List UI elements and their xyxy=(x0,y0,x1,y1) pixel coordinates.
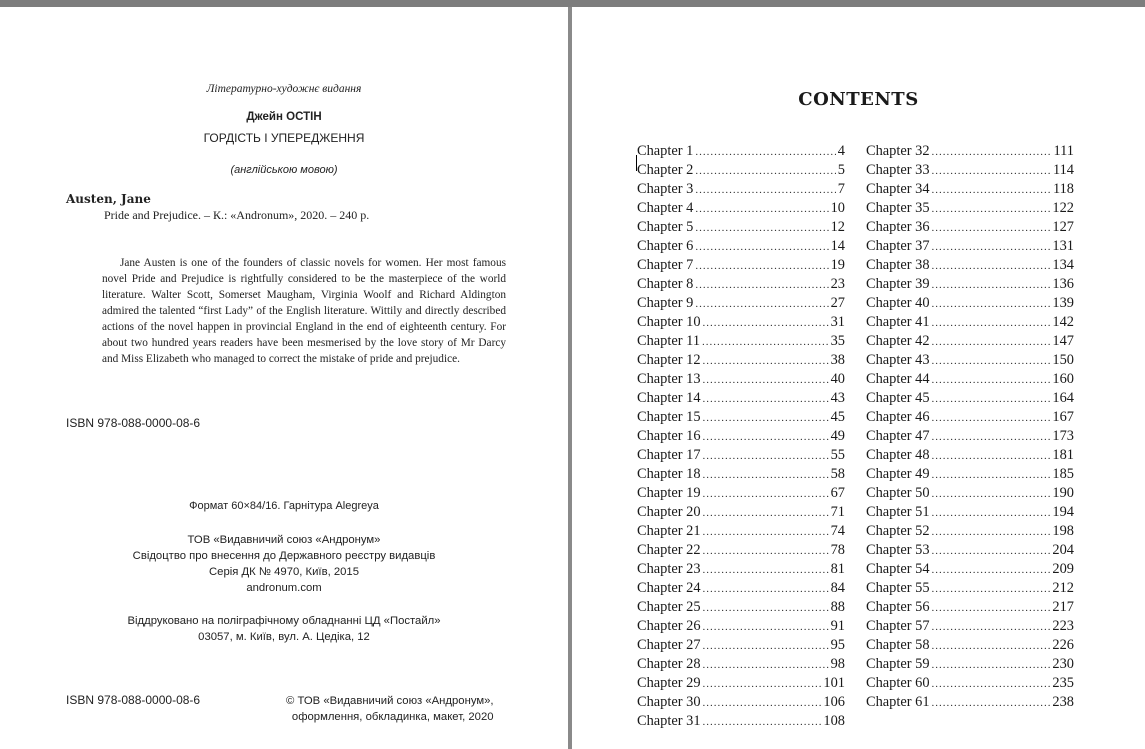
toc-leader-dots xyxy=(932,504,1051,523)
toc-leader-dots xyxy=(703,618,829,637)
summary-line: in the end of eighteenth century. For about two hundred years readers have been xyxy=(102,321,507,349)
toc-chapter-label: Chapter 28 xyxy=(637,656,701,672)
toc-chapter-label: Chapter 25 xyxy=(637,599,701,615)
toc-entry xyxy=(866,674,1074,693)
toc-leader-dots xyxy=(932,561,1051,580)
toc-chapter-label: Chapter 45 xyxy=(866,390,930,406)
toc-entry xyxy=(637,294,845,313)
toc-page-number: 98 xyxy=(830,656,845,672)
toc-chapter-label: Chapter 13 xyxy=(637,371,701,387)
author-ukrainian: Джейн ОСТІН xyxy=(246,111,322,123)
toc-leader-dots xyxy=(932,390,1051,409)
toc-page-number: 226 xyxy=(1052,637,1074,653)
toc-leader-dots xyxy=(932,181,1051,200)
toc-chapter-label: Chapter 3 xyxy=(637,181,694,197)
toc-chapter-label: Chapter 22 xyxy=(637,542,701,558)
toc-leader-dots xyxy=(695,181,835,200)
toc-entry xyxy=(637,541,845,560)
toc-entry xyxy=(637,313,845,332)
toc-entry xyxy=(637,484,845,503)
toc-leader-dots xyxy=(932,428,1051,447)
toc-entry xyxy=(866,522,1074,541)
imprint-page xyxy=(0,7,568,749)
toc-leader-dots xyxy=(703,428,829,447)
toc-chapter-label: Chapter 8 xyxy=(637,276,694,292)
contents-page xyxy=(572,7,1145,749)
toc-leader-dots xyxy=(932,675,1051,694)
printer-address: 03057, м. Київ, вул. А. Цедіка, 12 xyxy=(198,631,370,643)
toc-leader-dots xyxy=(932,333,1051,352)
toc-chapter-label: Chapter 38 xyxy=(866,257,930,273)
toc-page-number: 114 xyxy=(1052,162,1074,178)
toc-entry xyxy=(866,389,1074,408)
toc-page-number: 150 xyxy=(1052,352,1074,368)
toc-page-number: 167 xyxy=(1052,409,1074,425)
toc-chapter-label: Chapter 30 xyxy=(637,694,701,710)
toc-entry xyxy=(637,427,845,446)
toc-entry xyxy=(637,199,845,218)
toc-entry xyxy=(866,370,1074,389)
toc-entry xyxy=(637,446,845,465)
toc-entry xyxy=(637,180,845,199)
summary-line: Wittily and directly described actions of the novel happen in provincial England xyxy=(102,305,506,333)
toc-leader-dots xyxy=(703,580,829,599)
toc-chapter-label: Chapter 20 xyxy=(637,504,701,520)
toc-page-number: 71 xyxy=(830,504,845,520)
toc-entry xyxy=(637,617,845,636)
toc-leader-dots xyxy=(703,599,829,618)
printer-line: Віддруковано на поліграфічному обладнанні ЦД «Постайл» xyxy=(127,615,441,627)
toc-chapter-label: Chapter 11 xyxy=(637,333,701,349)
toc-page-number: 40 xyxy=(830,371,845,387)
toc-page-number: 78 xyxy=(830,542,845,558)
toc-entry xyxy=(866,408,1074,427)
toc-entry xyxy=(866,161,1074,180)
toc-page-number: 14 xyxy=(830,238,845,254)
toc-page-number: 58 xyxy=(830,466,845,482)
isbn-top: ISBN 978-088-0000-08-6 xyxy=(66,416,201,430)
toc-chapter-label: Chapter 58 xyxy=(866,637,930,653)
toc-chapter-label: Chapter 41 xyxy=(866,314,930,330)
toc-entry xyxy=(637,598,845,617)
toc-chapter-label: Chapter 48 xyxy=(866,447,930,463)
toc-chapter-label: Chapter 27 xyxy=(637,637,701,653)
toc-leader-dots xyxy=(703,409,829,428)
toc-leader-dots xyxy=(932,219,1051,238)
toc-page-number: 23 xyxy=(830,276,845,292)
summary-line: Richard Aldington admired the talented “first Lady” of the English literature. xyxy=(102,289,507,317)
toc-page-number: 74 xyxy=(830,523,845,539)
toc-leader-dots xyxy=(703,447,829,466)
toc-page-number: 5 xyxy=(837,162,845,178)
toc-entry xyxy=(637,389,845,408)
toc-entry xyxy=(637,237,845,256)
toc-chapter-label: Chapter 5 xyxy=(637,219,694,235)
summary-paragraph xyxy=(102,255,506,367)
toc-entry xyxy=(866,294,1074,313)
toc-page-number: 88 xyxy=(830,599,845,615)
toc-page-number: 67 xyxy=(830,485,845,501)
toc-page-number: 147 xyxy=(1052,333,1074,349)
toc-entry xyxy=(637,275,845,294)
toc-page-number: 31 xyxy=(830,314,845,330)
toc-entry xyxy=(637,693,845,712)
toc-leader-dots xyxy=(703,713,822,732)
toc-leader-dots xyxy=(703,523,829,542)
toc-leader-dots xyxy=(703,314,829,333)
toc-entry xyxy=(866,275,1074,294)
toc-page-number: 27 xyxy=(830,295,845,311)
toc-page-number: 81 xyxy=(830,561,845,577)
toc-leader-dots xyxy=(932,276,1051,295)
toc-page-number: 55 xyxy=(830,447,845,463)
toc-chapter-label: Chapter 29 xyxy=(637,675,701,691)
toc-entry xyxy=(637,256,845,275)
toc-chapter-label: Chapter 23 xyxy=(637,561,701,577)
toc-entry xyxy=(866,351,1074,370)
toc-entry xyxy=(637,579,845,598)
publisher-line: Серія ДК № 4970, Київ, 2015 xyxy=(209,566,359,578)
toc-chapter-label: Chapter 49 xyxy=(866,466,930,482)
toc-leader-dots xyxy=(695,238,828,257)
toc-chapter-label: Chapter 37 xyxy=(866,238,930,254)
toc-leader-dots xyxy=(932,637,1051,656)
toc-chapter-label: Chapter 9 xyxy=(637,295,694,311)
toc-entry xyxy=(866,313,1074,332)
toc-page-number: 127 xyxy=(1052,219,1074,235)
toc-leader-dots xyxy=(703,656,829,675)
toc-page-number: 35 xyxy=(830,333,845,349)
toc-page-number: 194 xyxy=(1052,504,1074,520)
toc-leader-dots xyxy=(932,409,1051,428)
toc-leader-dots xyxy=(932,257,1051,276)
toc-page-number: 181 xyxy=(1052,447,1074,463)
toc-chapter-label: Chapter 56 xyxy=(866,599,930,615)
toc-entry xyxy=(637,351,845,370)
toc-leader-dots xyxy=(695,295,828,314)
toc-page-number: 12 xyxy=(830,219,845,235)
toc-page-number: 43 xyxy=(830,390,845,406)
toc-page-number: 217 xyxy=(1052,599,1074,615)
toc-page-number: 223 xyxy=(1052,618,1074,634)
toc-entry xyxy=(866,427,1074,446)
toc-chapter-label: Chapter 39 xyxy=(866,276,930,292)
toc-page-number: 122 xyxy=(1052,200,1074,216)
toc-chapter-label: Chapter 54 xyxy=(866,561,930,577)
toc-page-number: 106 xyxy=(823,694,845,710)
toc-leader-dots xyxy=(703,466,829,485)
toc-leader-dots xyxy=(932,485,1051,504)
toc-chapter-label: Chapter 35 xyxy=(866,200,930,216)
toc-leader-dots xyxy=(695,162,835,181)
toc-page-number: 136 xyxy=(1052,276,1074,292)
toc-entry xyxy=(637,161,845,180)
toc-leader-dots xyxy=(932,143,1052,162)
toc-chapter-label: Chapter 17 xyxy=(637,447,701,463)
toc-page-number: 118 xyxy=(1052,181,1074,197)
toc-chapter-label: Chapter 14 xyxy=(637,390,701,406)
toc-entry xyxy=(866,465,1074,484)
toc-chapter-label: Chapter 61 xyxy=(866,694,930,710)
toc-chapter-label: Chapter 52 xyxy=(866,523,930,539)
toc-leader-dots xyxy=(703,675,822,694)
toc-chapter-label: Chapter 1 xyxy=(637,143,694,159)
toc-chapter-label: Chapter 31 xyxy=(637,713,701,729)
toc-chapter-label: Chapter 40 xyxy=(866,295,930,311)
copyright-line: © ТОВ «Видавничий союз «Андронум», xyxy=(286,695,494,707)
toc-entry xyxy=(866,256,1074,275)
toc-leader-dots xyxy=(932,542,1051,561)
summary-line: of the world literature. Walter Scott, Somerset Maugham, Virginia Woolf and xyxy=(102,273,507,301)
toc-entry xyxy=(866,503,1074,522)
toc-chapter-label: Chapter 47 xyxy=(866,428,930,444)
toc-entry xyxy=(637,370,845,389)
toc-entry xyxy=(866,446,1074,465)
toc-leader-dots xyxy=(932,352,1051,371)
toc-chapter-label: Chapter 46 xyxy=(866,409,930,425)
toc-leader-dots xyxy=(703,561,829,580)
toc-page-number: 173 xyxy=(1052,428,1074,444)
toc-entry xyxy=(866,598,1074,617)
toc-chapter-label: Chapter 26 xyxy=(637,618,701,634)
imprint-type: Літературно-художнє видання xyxy=(206,83,362,95)
toc-leader-dots xyxy=(932,523,1051,542)
publisher-block xyxy=(0,532,568,596)
toc-page-number: 185 xyxy=(1052,466,1074,482)
toc-entry xyxy=(866,617,1074,636)
toc-entry xyxy=(866,655,1074,674)
toc-entry xyxy=(637,560,845,579)
author-english: Austen, Jane xyxy=(66,192,151,206)
toc-page-number: 204 xyxy=(1052,542,1074,558)
toc-entry xyxy=(866,693,1074,712)
toc-column-right xyxy=(866,142,1074,712)
toc-entry xyxy=(637,218,845,237)
toc-leader-dots xyxy=(703,352,829,371)
toc-entry xyxy=(866,484,1074,503)
toc-leader-dots xyxy=(932,466,1051,485)
toc-leader-dots xyxy=(932,580,1051,599)
toc-page-number: 49 xyxy=(830,428,845,444)
toc-page-number: 108 xyxy=(823,713,845,729)
publisher-line: Свідоцтво про внесення до Державного реєстру видавців xyxy=(132,550,436,562)
toc-leader-dots xyxy=(703,371,829,390)
toc-page-number: 45 xyxy=(830,409,845,425)
toc-page-number: 91 xyxy=(830,618,845,634)
text-cursor xyxy=(636,155,637,171)
toc-page-number: 4 xyxy=(837,143,845,159)
toc-entry xyxy=(637,636,845,655)
toc-entry xyxy=(637,522,845,541)
toc-chapter-label: Chapter 44 xyxy=(866,371,930,387)
summary-line: Jane Austen is one of the founders of classic novels for women. Her most xyxy=(120,257,469,269)
toc-leader-dots xyxy=(703,504,829,523)
toc-leader-dots xyxy=(932,200,1051,219)
toc-chapter-label: Chapter 55 xyxy=(866,580,930,596)
toc-page-number: 190 xyxy=(1052,485,1074,501)
toc-chapter-label: Chapter 32 xyxy=(866,143,930,159)
copyright-block xyxy=(286,693,494,725)
toc-page-number: 10 xyxy=(830,200,845,216)
toc-leader-dots xyxy=(695,219,828,238)
toc-entry xyxy=(637,142,845,161)
toc-chapter-label: Chapter 6 xyxy=(637,238,694,254)
toc-leader-dots xyxy=(703,694,822,713)
toc-page-number: 142 xyxy=(1052,314,1074,330)
toc-leader-dots xyxy=(695,143,835,162)
toc-entry xyxy=(866,636,1074,655)
format-line: Формат 60×84/16. Гарнітура Alegreya xyxy=(189,500,379,512)
toc-leader-dots xyxy=(695,200,828,219)
toc-chapter-label: Chapter 2 xyxy=(637,162,694,178)
toc-entry xyxy=(637,465,845,484)
toc-chapter-label: Chapter 36 xyxy=(866,219,930,235)
toc-chapter-label: Chapter 43 xyxy=(866,352,930,368)
toc-entry xyxy=(866,237,1074,256)
copyright-line: оформлення, обкладинка, макет, 2020 xyxy=(291,711,494,723)
toc-chapter-label: Chapter 24 xyxy=(637,580,701,596)
toc-leader-dots xyxy=(932,238,1051,257)
toc-page-number: 19 xyxy=(830,257,845,273)
toc-entry xyxy=(866,332,1074,351)
toc-chapter-label: Chapter 7 xyxy=(637,257,694,273)
toc-chapter-label: Chapter 59 xyxy=(866,656,930,672)
toc-chapter-label: Chapter 15 xyxy=(637,409,701,425)
toc-leader-dots xyxy=(703,390,829,409)
toc-chapter-label: Chapter 60 xyxy=(866,675,930,691)
toc-page-number: 230 xyxy=(1052,656,1074,672)
toc-entry xyxy=(866,142,1074,161)
toc-entry xyxy=(637,408,845,427)
toc-leader-dots xyxy=(703,542,829,561)
toc-leader-dots xyxy=(932,599,1051,618)
toc-entry xyxy=(866,218,1074,237)
toc-page-number: 209 xyxy=(1052,561,1074,577)
bibliographic-line: Pride and Prejudice. – К.: «Andronum», 2020. – 240 р. xyxy=(104,208,370,222)
toc-page-number: 38 xyxy=(830,352,845,368)
toc-chapter-label: Chapter 4 xyxy=(637,200,694,216)
toc-chapter-label: Chapter 21 xyxy=(637,523,701,539)
toc-chapter-label: Chapter 10 xyxy=(637,314,701,330)
toc-entry xyxy=(637,712,845,731)
toc-leader-dots xyxy=(695,257,828,276)
toc-leader-dots xyxy=(932,618,1051,637)
toc-leader-dots xyxy=(932,694,1051,713)
toc-chapter-label: Chapter 42 xyxy=(866,333,930,349)
toc-leader-dots xyxy=(703,485,829,504)
toc-page-number: 101 xyxy=(823,675,845,691)
book-summary xyxy=(102,255,506,367)
toc-leader-dots xyxy=(695,276,828,295)
title-ukrainian: ГОРДІСТЬ І УПЕРЕДЖЕННЯ xyxy=(203,131,365,145)
toc-leader-dots xyxy=(932,447,1051,466)
toc-leader-dots xyxy=(932,371,1051,390)
toc-page-number: 198 xyxy=(1052,523,1074,539)
toc-chapter-label: Chapter 50 xyxy=(866,485,930,501)
summary-line: mesmerised by the love story of Mr Darcy and Miss Elizabeth who managed to xyxy=(102,337,506,365)
toc-entry xyxy=(637,674,845,693)
toc-entry xyxy=(866,579,1074,598)
toc-page-number: 164 xyxy=(1052,390,1074,406)
toc-leader-dots xyxy=(932,656,1051,675)
toc-chapter-label: Chapter 33 xyxy=(866,162,930,178)
toc-page-number: 238 xyxy=(1052,694,1074,710)
toc-column-left xyxy=(637,142,845,731)
publisher-website: andronum.com xyxy=(246,582,322,594)
toc-entry xyxy=(866,560,1074,579)
toc-entry xyxy=(637,503,845,522)
toc-chapter-label: Chapter 53 xyxy=(866,542,930,558)
toc-page-number: 235 xyxy=(1052,675,1074,691)
toc-chapter-label: Chapter 16 xyxy=(637,428,701,444)
toc-entry xyxy=(866,199,1074,218)
contents-title: CONTENTS xyxy=(798,89,919,110)
toc-entry xyxy=(866,541,1074,560)
toc-leader-dots xyxy=(703,637,829,656)
toc-chapter-label: Chapter 18 xyxy=(637,466,701,482)
toc-page-number: 111 xyxy=(1053,143,1074,159)
toc-chapter-label: Chapter 57 xyxy=(866,618,930,634)
toc-leader-dots xyxy=(932,295,1051,314)
toc-chapter-label: Chapter 12 xyxy=(637,352,701,368)
printer-block xyxy=(0,613,568,645)
toc-page-number: 212 xyxy=(1052,580,1074,596)
summary-line: correct the mistake of pride and prejudice. xyxy=(268,353,460,365)
toc-page-number: 131 xyxy=(1052,238,1074,254)
toc-leader-dots xyxy=(932,314,1051,333)
toc-chapter-label: Chapter 19 xyxy=(637,485,701,501)
toc-chapter-label: Chapter 51 xyxy=(866,504,930,520)
toc-page-number: 139 xyxy=(1052,295,1074,311)
toc-page-number: 7 xyxy=(837,181,845,197)
language-note: (англійською мовою) xyxy=(230,164,338,176)
toc-chapter-label: Chapter 34 xyxy=(866,181,930,197)
toc-entry xyxy=(637,655,845,674)
publisher-line: ТОВ «Видавничий союз «Андронум» xyxy=(187,534,381,546)
toc-page-number: 95 xyxy=(830,637,845,653)
isbn-bottom: ISBN 978-088-0000-08-6 xyxy=(66,693,201,707)
toc-entry xyxy=(866,180,1074,199)
toc-leader-dots xyxy=(702,333,829,352)
toc-page-number: 84 xyxy=(830,580,845,596)
toc-leader-dots xyxy=(932,162,1051,181)
summary-line: famous novel Pride and Prejudice is rightfully considered to be the masterpiece xyxy=(102,257,506,285)
toc-entry xyxy=(637,332,845,351)
toc-page-number: 134 xyxy=(1052,257,1074,273)
toc-page-number: 160 xyxy=(1052,371,1074,387)
